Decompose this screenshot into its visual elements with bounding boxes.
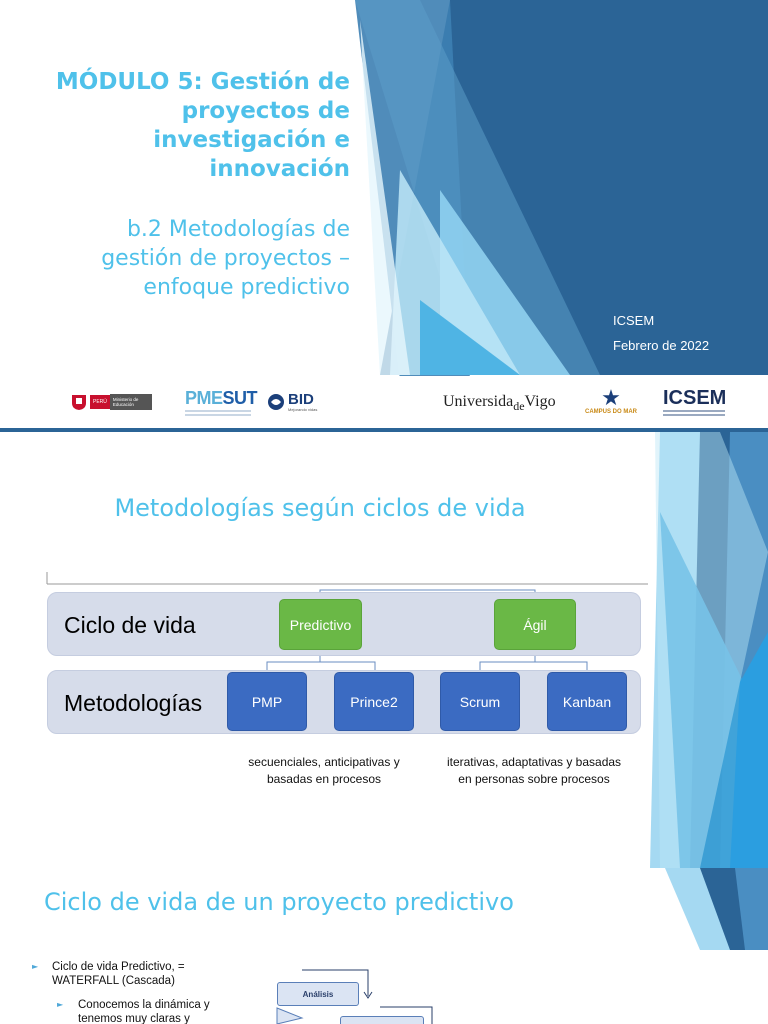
- pmesut-logo-part-a: PME: [185, 388, 223, 408]
- slide-title: Ciclo de vida de un proyecto predictivo: [44, 888, 514, 916]
- prince2-node: Prince2: [334, 672, 414, 731]
- module-title-line: investigación e: [153, 127, 350, 153]
- peru-tag: PERÚ: [90, 395, 110, 409]
- pmp-node: PMP: [227, 672, 307, 731]
- icsem-logo: [663, 376, 726, 428]
- icsem-logo-text: ICSEM: [663, 387, 727, 409]
- bid-logo: [267, 376, 317, 428]
- peru-shield-icon: [70, 393, 88, 411]
- predictive-description: [224, 754, 424, 788]
- bid-tagline: Mejorando vidas: [288, 407, 318, 412]
- predictive-description-line: secuenciales, anticipativas y: [248, 755, 400, 769]
- methodologies-slide: [0, 432, 768, 868]
- pmesut-logo-part-b: SUT: [222, 388, 258, 408]
- module-subtitle-line: gestión de proyectos –: [101, 246, 350, 271]
- bid-text: BID: [288, 391, 314, 408]
- analysis-phase-box: Análisis: [277, 982, 359, 1006]
- bullet-dynamics: Conocemos la dinámica y tenemos muy claras y: [78, 999, 210, 1024]
- bullet-waterfall: Ciclo de vida Predictivo, = WATERFALL (Cascada): [52, 961, 185, 987]
- uvigo-text-b: de: [513, 398, 525, 413]
- methodologies-label: Metodologías: [64, 690, 203, 716]
- bid-globe-icon: [267, 393, 287, 411]
- agile-description-line: en personas sobre procesos: [458, 772, 610, 786]
- module-title-line: MÓDULO 5: Gestión de: [55, 69, 350, 95]
- predictive-node: Predictivo: [279, 599, 362, 650]
- pmesut-logo: [185, 376, 257, 428]
- waterfall-diagram-lines: [0, 868, 768, 1024]
- scrum-node: Scrum: [440, 672, 520, 731]
- kanban-node: Kanban: [547, 672, 627, 731]
- bullet-arrow-icon: ►: [32, 962, 39, 971]
- lifecycle-label: Ciclo de vida: [64, 612, 196, 638]
- agile-node: Ágil: [494, 599, 576, 650]
- uvigo-text-a: Universida: [443, 393, 514, 410]
- slide-title: Metodologías según ciclos de vida: [114, 494, 526, 522]
- module-subtitle-line: b.2 Metodologías de: [126, 217, 350, 242]
- organization-name: ICSEM: [613, 313, 655, 328]
- logo-strip: [0, 376, 768, 428]
- module-title: [20, 68, 350, 184]
- module-subtitle-line: enfoque predictivo: [143, 275, 350, 300]
- predictive-lifecycle-slide: [0, 868, 768, 1024]
- title-slide: [0, 0, 768, 432]
- agile-description-line: iterativas, adaptativas y basadas: [446, 755, 622, 769]
- agile-description: [434, 754, 634, 788]
- peru-ministry-text: Ministerio de Educación: [110, 394, 152, 410]
- peru-ministry-logo: [70, 376, 152, 428]
- campus-text: CAMPUS DO MAR: [585, 409, 637, 415]
- module-title-line: proyectos de: [181, 98, 350, 124]
- uvigo-text-c: Vigo: [524, 393, 556, 410]
- module-title-line: innovación: [209, 156, 350, 182]
- module-subtitle: [20, 215, 350, 302]
- presentation-date: Febrero de 2022: [613, 338, 710, 353]
- predictive-description-line: basadas en procesos: [266, 772, 382, 786]
- next-phase-box: [340, 1016, 424, 1024]
- star-icon: ★: [601, 386, 621, 411]
- campus-do-mar-logo: [585, 376, 637, 428]
- bullet-arrow-icon: ►: [57, 1000, 64, 1009]
- universidade-vigo-logo: [443, 376, 556, 428]
